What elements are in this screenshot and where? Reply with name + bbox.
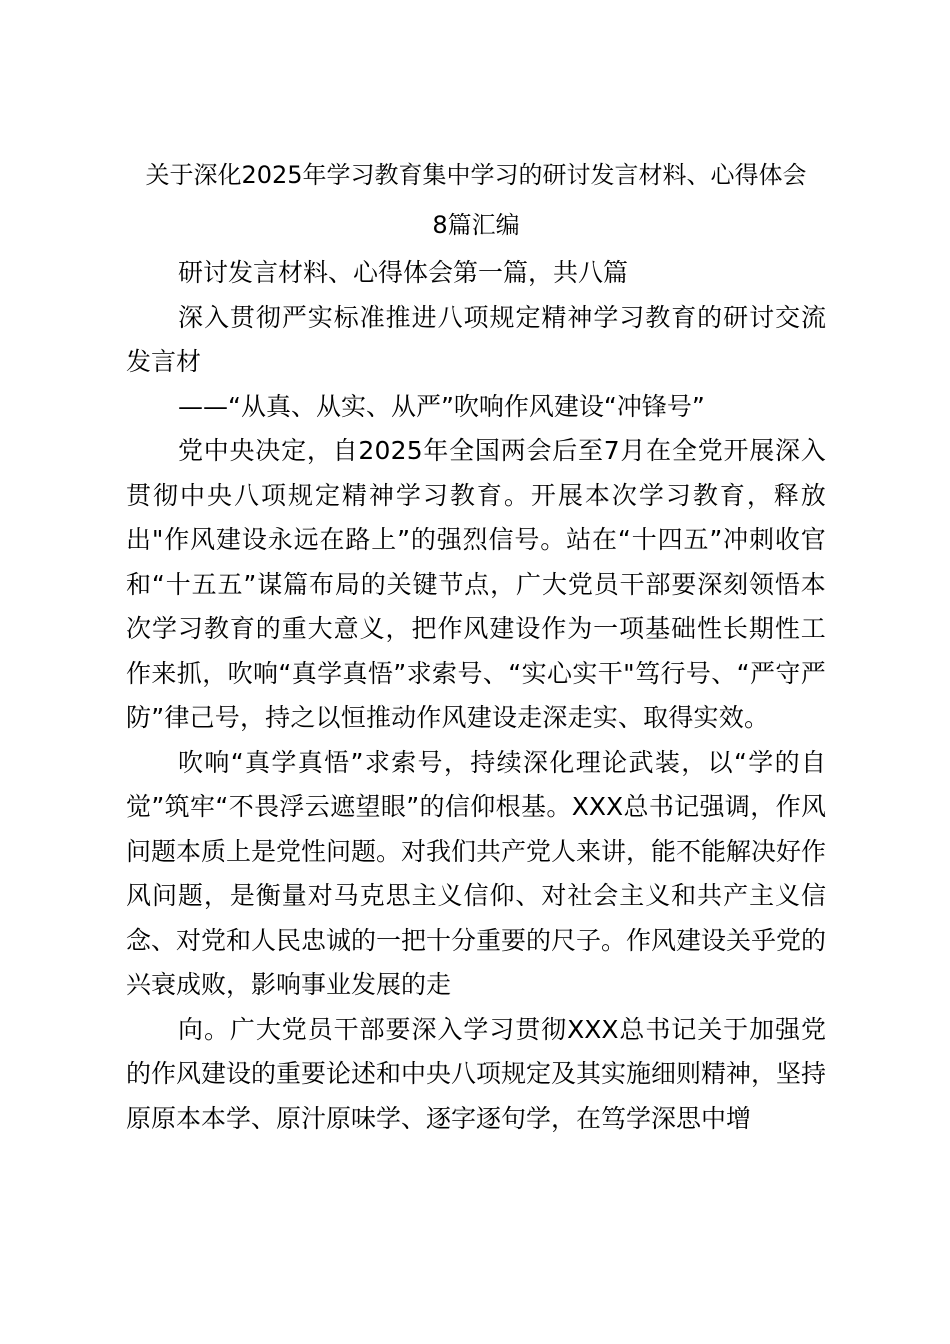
body-paragraph: 吹响“真学真悟”求索号，持续深化理论武装，以“学的自觉”筑牢“不畏浮云遮望眼”的信仰根基。XXX总书记强调，作风问题本质上是党性问题。对我们共产党人来讲，能不能解决好作风问题，是衡量对马克思主义信仰、对社会主义和共产主义信念、对党和人民忠诚的一把十分重要的尺子。作风建设关乎党的兴衰成败，影响事业发展的走 [126,747,827,999]
subtitle: 研讨发言材料、心得体会第一篇，共八篇 [178,258,629,287]
document-title [116,150,836,250]
section-heading: 深入贯彻严实标准推进八项规定精神学习教育的研讨交流发言材 [126,302,826,376]
body-paragraph: 党中央决定，自2025年全国两会后至7月在全党开展深入贯彻中央八项规定精神学习教育。开展本次学习教育，释放出"作风建设永远在路上”的强烈信号。站在“十四五”冲刺收官和“十五五”谋篇布局的关键节点，广大党员干部要深刻领悟本次学习教育的重大意义，把作风建设作为一项基础性长期性工作来抓，吹响“真学真悟”求索号、“实心实干"笃行号、“严守严防”律己号，持之以恒推动作风建设走深走实、取得实效。 [126,436,826,732]
body-paragraph: 向。广大党员干部要深入学习贯彻XXX总书记关于加强党的作风建设的重要论述和中央八项规定及其实施细则精神，坚持原原本本学、原汁原味学、逐字逐句学，在笃学深思中增 [126,1014,827,1133]
title-line-2: 8篇汇编 [432,211,520,239]
byline: ——“从真、从实、从严”吹响作风建设“冲锋号” [178,391,705,421]
title-line-1: 关于深化2025年学习教育集中学习的研讨发言材料、心得体会 [145,161,807,189]
document-content [126,150,826,1141]
